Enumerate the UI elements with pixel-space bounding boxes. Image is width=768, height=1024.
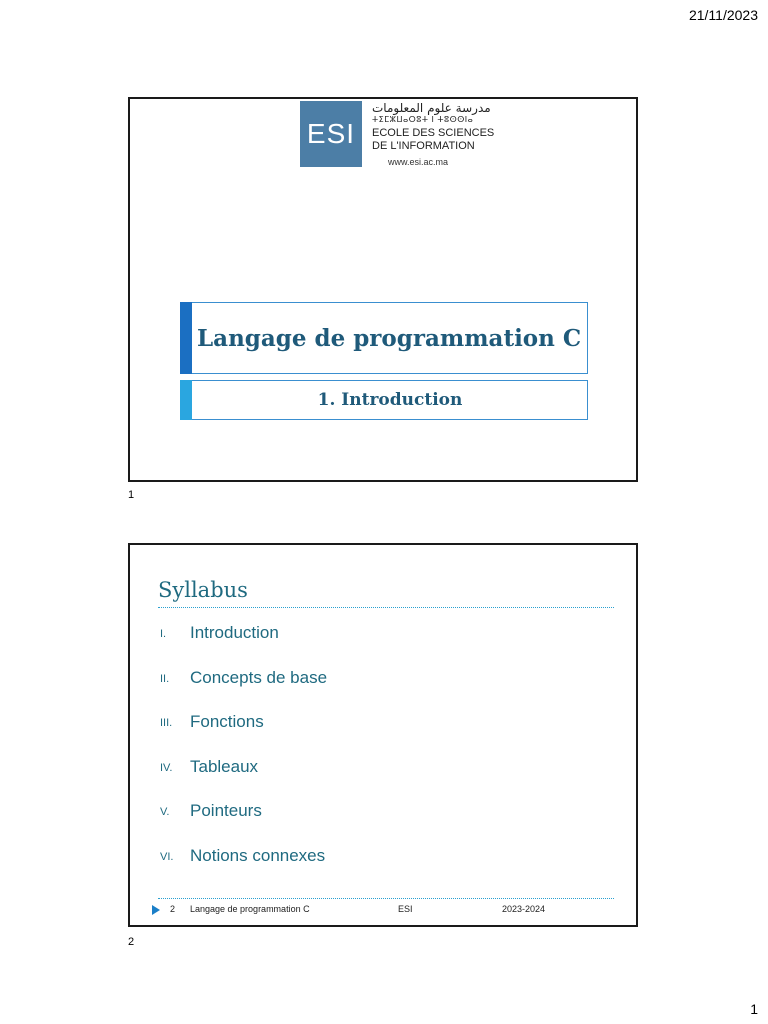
list-item-label: Notions connexes bbox=[190, 845, 326, 865]
esi-logo bbox=[300, 101, 495, 167]
list-item-number: VI. bbox=[160, 850, 174, 863]
list-item bbox=[160, 623, 327, 668]
footer-divider bbox=[158, 898, 614, 899]
footer-course: Langage de programmation C bbox=[190, 904, 310, 914]
list-item-label: Concepts de base bbox=[190, 667, 328, 687]
footer-slide-number: 2 bbox=[170, 904, 176, 914]
list-item bbox=[160, 846, 327, 891]
list-item-label: Fonctions bbox=[190, 712, 264, 732]
esi-logo-mark: ESI bbox=[300, 101, 362, 167]
title-divider bbox=[158, 607, 614, 608]
triangle-right-icon bbox=[152, 905, 160, 915]
list-item-number: I. bbox=[160, 628, 167, 640]
list-item-number: V. bbox=[160, 806, 170, 819]
list-item-label: Pointeurs bbox=[190, 801, 262, 821]
list-item-number: III. bbox=[160, 717, 173, 730]
logo-school-name-line1: ECOLE DES SCIENCES bbox=[372, 127, 495, 139]
footer-year: 2023-2024 bbox=[502, 904, 546, 914]
logo-arabic-text: مدرسة علوم المعلومات bbox=[372, 101, 491, 115]
list-item-label: Tableaux bbox=[190, 756, 259, 776]
slide-1 bbox=[128, 97, 638, 482]
list-item bbox=[160, 668, 327, 713]
subtitle-box bbox=[180, 380, 588, 420]
slide-2 bbox=[128, 543, 638, 927]
slide-number-2: 2 bbox=[128, 936, 135, 948]
slide-footer bbox=[152, 904, 632, 918]
page-number: 1 bbox=[750, 1001, 758, 1017]
list-item-number: IV. bbox=[160, 761, 173, 774]
logo-school-name-line2: DE L'INFORMATION bbox=[372, 140, 475, 152]
slide-number-1: 1 bbox=[128, 489, 135, 501]
syllabus-title: Syllabus bbox=[158, 578, 248, 602]
slide-title: Langage de programmation C bbox=[197, 324, 582, 352]
footer-org: ESI bbox=[398, 904, 413, 914]
title-box bbox=[180, 302, 588, 374]
subtitle-accent-bar bbox=[180, 380, 192, 420]
title-accent-bar bbox=[180, 302, 192, 374]
list-item bbox=[160, 757, 327, 802]
list-item-number: II. bbox=[160, 672, 170, 685]
list-item bbox=[160, 712, 327, 757]
slide-subtitle: 1. Introduction bbox=[317, 390, 463, 410]
list-item-label: Introduction bbox=[190, 623, 279, 642]
list-item bbox=[160, 801, 327, 846]
logo-url: www.esi.ac.ma bbox=[388, 157, 449, 167]
print-date: 21/11/2023 bbox=[688, 7, 758, 23]
logo-tifinagh-text: ⵜⵉⵎⵣⵡⴰⵔⵓⵜ ⵏ ⵜⵓⵙⵙⵏⴰ bbox=[372, 115, 474, 124]
syllabus-list bbox=[160, 623, 327, 891]
